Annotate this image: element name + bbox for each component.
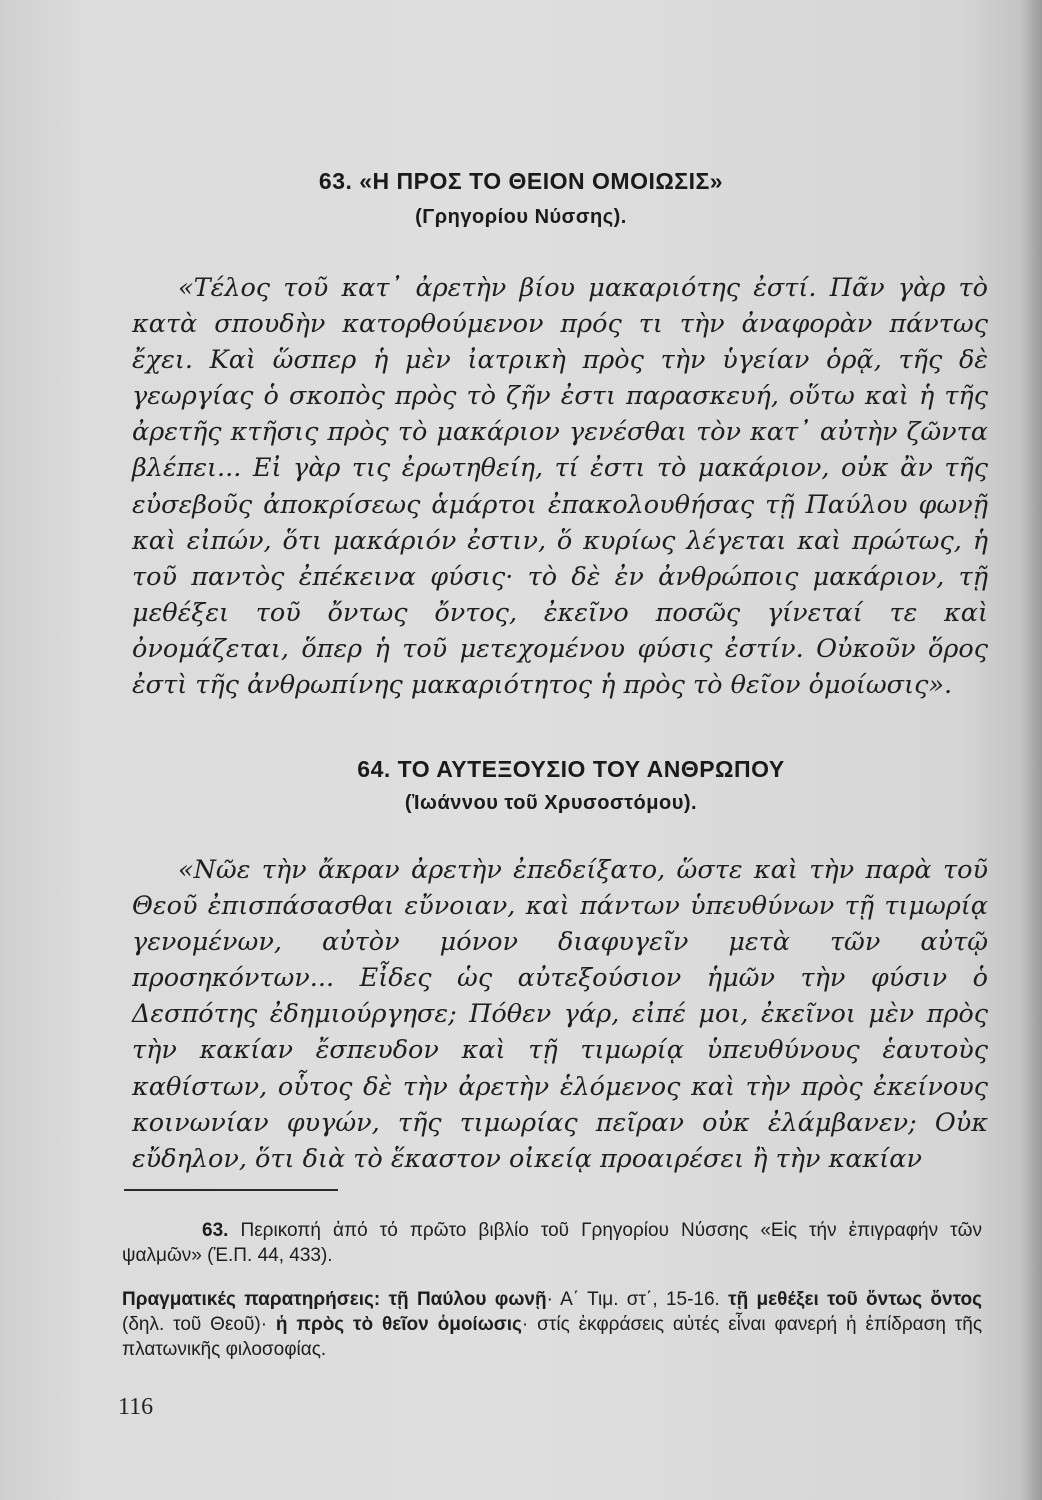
section-63-heading: 63. «Η ΠΡΟΣ ΤΟ ΘΕΙΟΝ ΟΜΟΙΩΣΙΣ» (318, 168, 724, 194)
footnote-63-number: 63. (202, 1220, 229, 1241)
note-1-term: τῇ Παύλου φωνῇ (388, 1289, 547, 1310)
notes-label: Πραγματικές παρατηρήσεις: (122, 1289, 381, 1310)
note-3-text: · στίς ἐκφράσεις αὐτές εἶναι φανερή ἡ ἐπίδραση τῆς πλατωνικῆς φιλοσοφίας. (122, 1314, 983, 1360)
section-64-subheading: (Ἰωάννου τοῦ Χρυσοστόμου). (404, 792, 698, 814)
note-1-text: · Α΄ Τιμ. στ΄, 15-16. (546, 1289, 720, 1310)
section-64-text: «Νῶε τὴν ἄκραν ἀρετὴν ἐπεδείξατο, ὥστε καὶ τὴν παρὰ τοῦ Θεοῦ ἐπισπάσασθαι εὔνοιαν, καὶ πάντων ὑπευθύνων τῇ τιμωρίᾳ γενομένων, αὐτὸν μόνον διαφυγεῖν μετὰ τῶν αὐτῷ προσηκόντων... Εἶδες ὡς αὐτεξούσιον ἡμῶν τὴν φύσιν ὁ Δεσπότης ἐδημιούργησε; Πόθεν γάρ, εἰπέ μοι, ἐκεῖνοι μὲν πρὸς τὴν κακίαν ἔσπευδον καὶ τῇ τιμωρίᾳ ὑπευθύνους ἑαυτοὺς καθίστων, οὗτος δὲ τὴν ἀρετὴν ἑλόμενος καὶ τὴν πρὸς ἐκείνους κοινωνίαν φυγών, τῆς τιμωρίας πεῖραν οὐκ ἐλάμβανεν; Οὐκ εὔδηλον, ὅτι διὰ τὸ ἕκαστον οἰκείᾳ προαιρέσει ἢ τὴν κακίαν (132, 855, 988, 1174)
section-63-subheading: (Γρηγορίου Νύσσης). (415, 206, 627, 228)
footnote-notes (122, 1287, 982, 1362)
footnote-separator (124, 1189, 338, 1191)
note-2-text: (δηλ. τοῦ Θεοῦ)· (122, 1314, 268, 1335)
footnote-63 (122, 1218, 982, 1268)
footnote-63-text: Περικοπή ἀπό τό πρῶτο βιβλίο τοῦ Γρηγορίου Νύσσης «Εἰς τήν ἐπιγραφήν τῶν ψαλμῶν» (Ἐ.Π. 44, 433). (122, 1220, 983, 1266)
section-63-text: «Τέλος τοῦ κατ᾽ ἀρετὴν βίου μακαριότης ἐστί. Πᾶν γὰρ τὸ κατὰ σπουδὴν κατορθούμενον πρός τι τὴν ἀναφορὰν πάντως ἔχει. Καὶ ὥσπερ ἡ μὲν ἰατρικὴ πρὸς τὴν ὑγείαν ὁρᾷ, τῆς δὲ γεωργίας ὁ σκοπὸς πρὸς τὸ ζῆν ἐστι παρασκευή, οὕτω καὶ ἡ τῆς ἀρετῆς κτῆσις πρὸς τὸ μακάριον γενέσθαι τὸν κατ᾽ αὐτὴν ζῶντα βλέπει... Εἰ γὰρ τις ἐρωτηθείη, τί ἐστι τὸ μακάριον, οὐκ ἂν τῆς εὐσεβοῦς ἀποκρίσεως ἁμάρτοι ἐπακολουθήσας τῇ Παύλου φωνῇ καὶ εἰπών, ὅτι μακάριόν ἐστιν, ὅ κυρίως λέγεται καὶ πρώτως, ἡ τοῦ παντὸς ἐπέκεινα φύσις· τὸ δὲ ἐν ἀνθρώποις μακάριον, τῇ μεθέξει τοῦ ὄντως ὄντος, ἐκεῖνο ποσῶς γίνεταί τε καὶ ὀνομάζεται, ὅπερ ἡ τοῦ μετεχομένου φύσις ἐστίν. Οὐκοῦν ὅρος ἐστὶ τῆς ἀνθρωπίνης μακαριότητος ἡ πρὸς τὸ θεῖον ὁμοίωσις». (132, 273, 988, 701)
section-64-heading: 64. ΤΟ ΑΥΤΕΞΟΥΣΙΟ ΤΟΥ ΑΝΘΡΩΠΟΥ (357, 756, 785, 782)
note-2-term: τῇ μεθέξει τοῦ ὄντως ὄντος (728, 1289, 983, 1310)
page-number: 116 (118, 1394, 154, 1420)
note-3-term: ἡ πρὸς τὸ θεῖον ὁμοίωσις (275, 1314, 522, 1335)
